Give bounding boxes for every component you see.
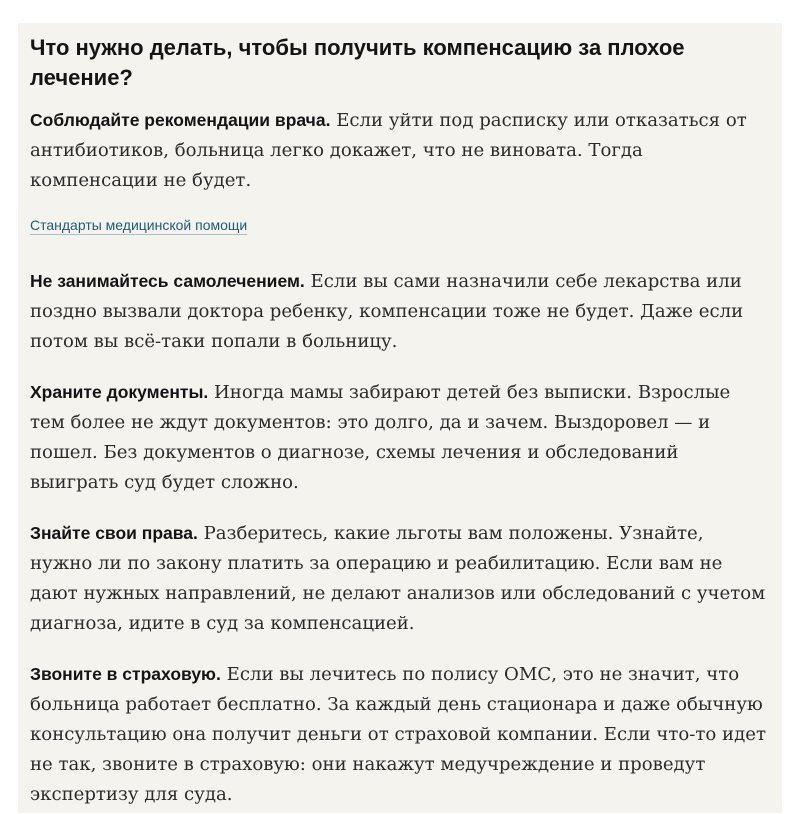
section-title: Что нужно делать, чтобы получить компенсацию за плохое лечение?	[30, 35, 685, 90]
paragraph-lead: Знайте свои права.	[30, 523, 198, 543]
paragraph-lead: Соблюдайте рекомендации врача.	[30, 110, 331, 130]
paragraph-lead: Не занимайтесь самолечением.	[30, 271, 305, 291]
paragraph-keep-documents	[30, 377, 770, 498]
paragraph-text: Если вы сами назначили себе лекарства или поздно вызвали доктора ребенку, компенсации тоже не будет. Даже если потом вы всё-таки попали в больницу.	[30, 271, 744, 352]
paragraph-follow-doctor	[30, 105, 770, 196]
paragraph-lead: Храните документы.	[30, 382, 209, 402]
info-card	[18, 23, 782, 813]
paragraph-text: Если вы лечитесь по полису ОМС, это не значит, что больница работает бесплатно. За каждый день стационара и даже обычную консультацию она получит деньги от страховой компании. Если что-то идет не так, звоните в страховую: они накажут медучреждение и проведут экспертизу для суда.	[30, 664, 766, 805]
paragraph-text: Иногда мамы забирают детей без выписки. Взрослые тем более не ждут документов: это долго, да и зачем. Выздоровел — и пошел. Без документов о диагнозе, схемы лечения и обследований выиграть суд будет сложно.	[30, 382, 731, 493]
paragraph-no-self-treatment	[30, 266, 770, 357]
paragraph-call-insurance	[30, 659, 770, 810]
paragraph-know-rights	[30, 518, 770, 639]
paragraph-text: Если уйти под расписку или отказаться от антибиотиков, больница легко докажет, что не виновата. Тогда компенсации не будет.	[30, 110, 747, 191]
link-row	[30, 216, 770, 235]
medical-standards-link[interactable]: Стандарты медицинской помощи	[30, 217, 248, 233]
paragraph-lead: Звоните в страховую.	[30, 664, 221, 684]
paragraph-text: Разберитесь, какие льготы вам положены. Узнайте, нужно ли по закону платить за операцию и реабилитацию. Если вам не дают нужных направлений, не делают анализов или обследований с учетом диагноза, идите в суд за компенсацией.	[30, 523, 766, 634]
